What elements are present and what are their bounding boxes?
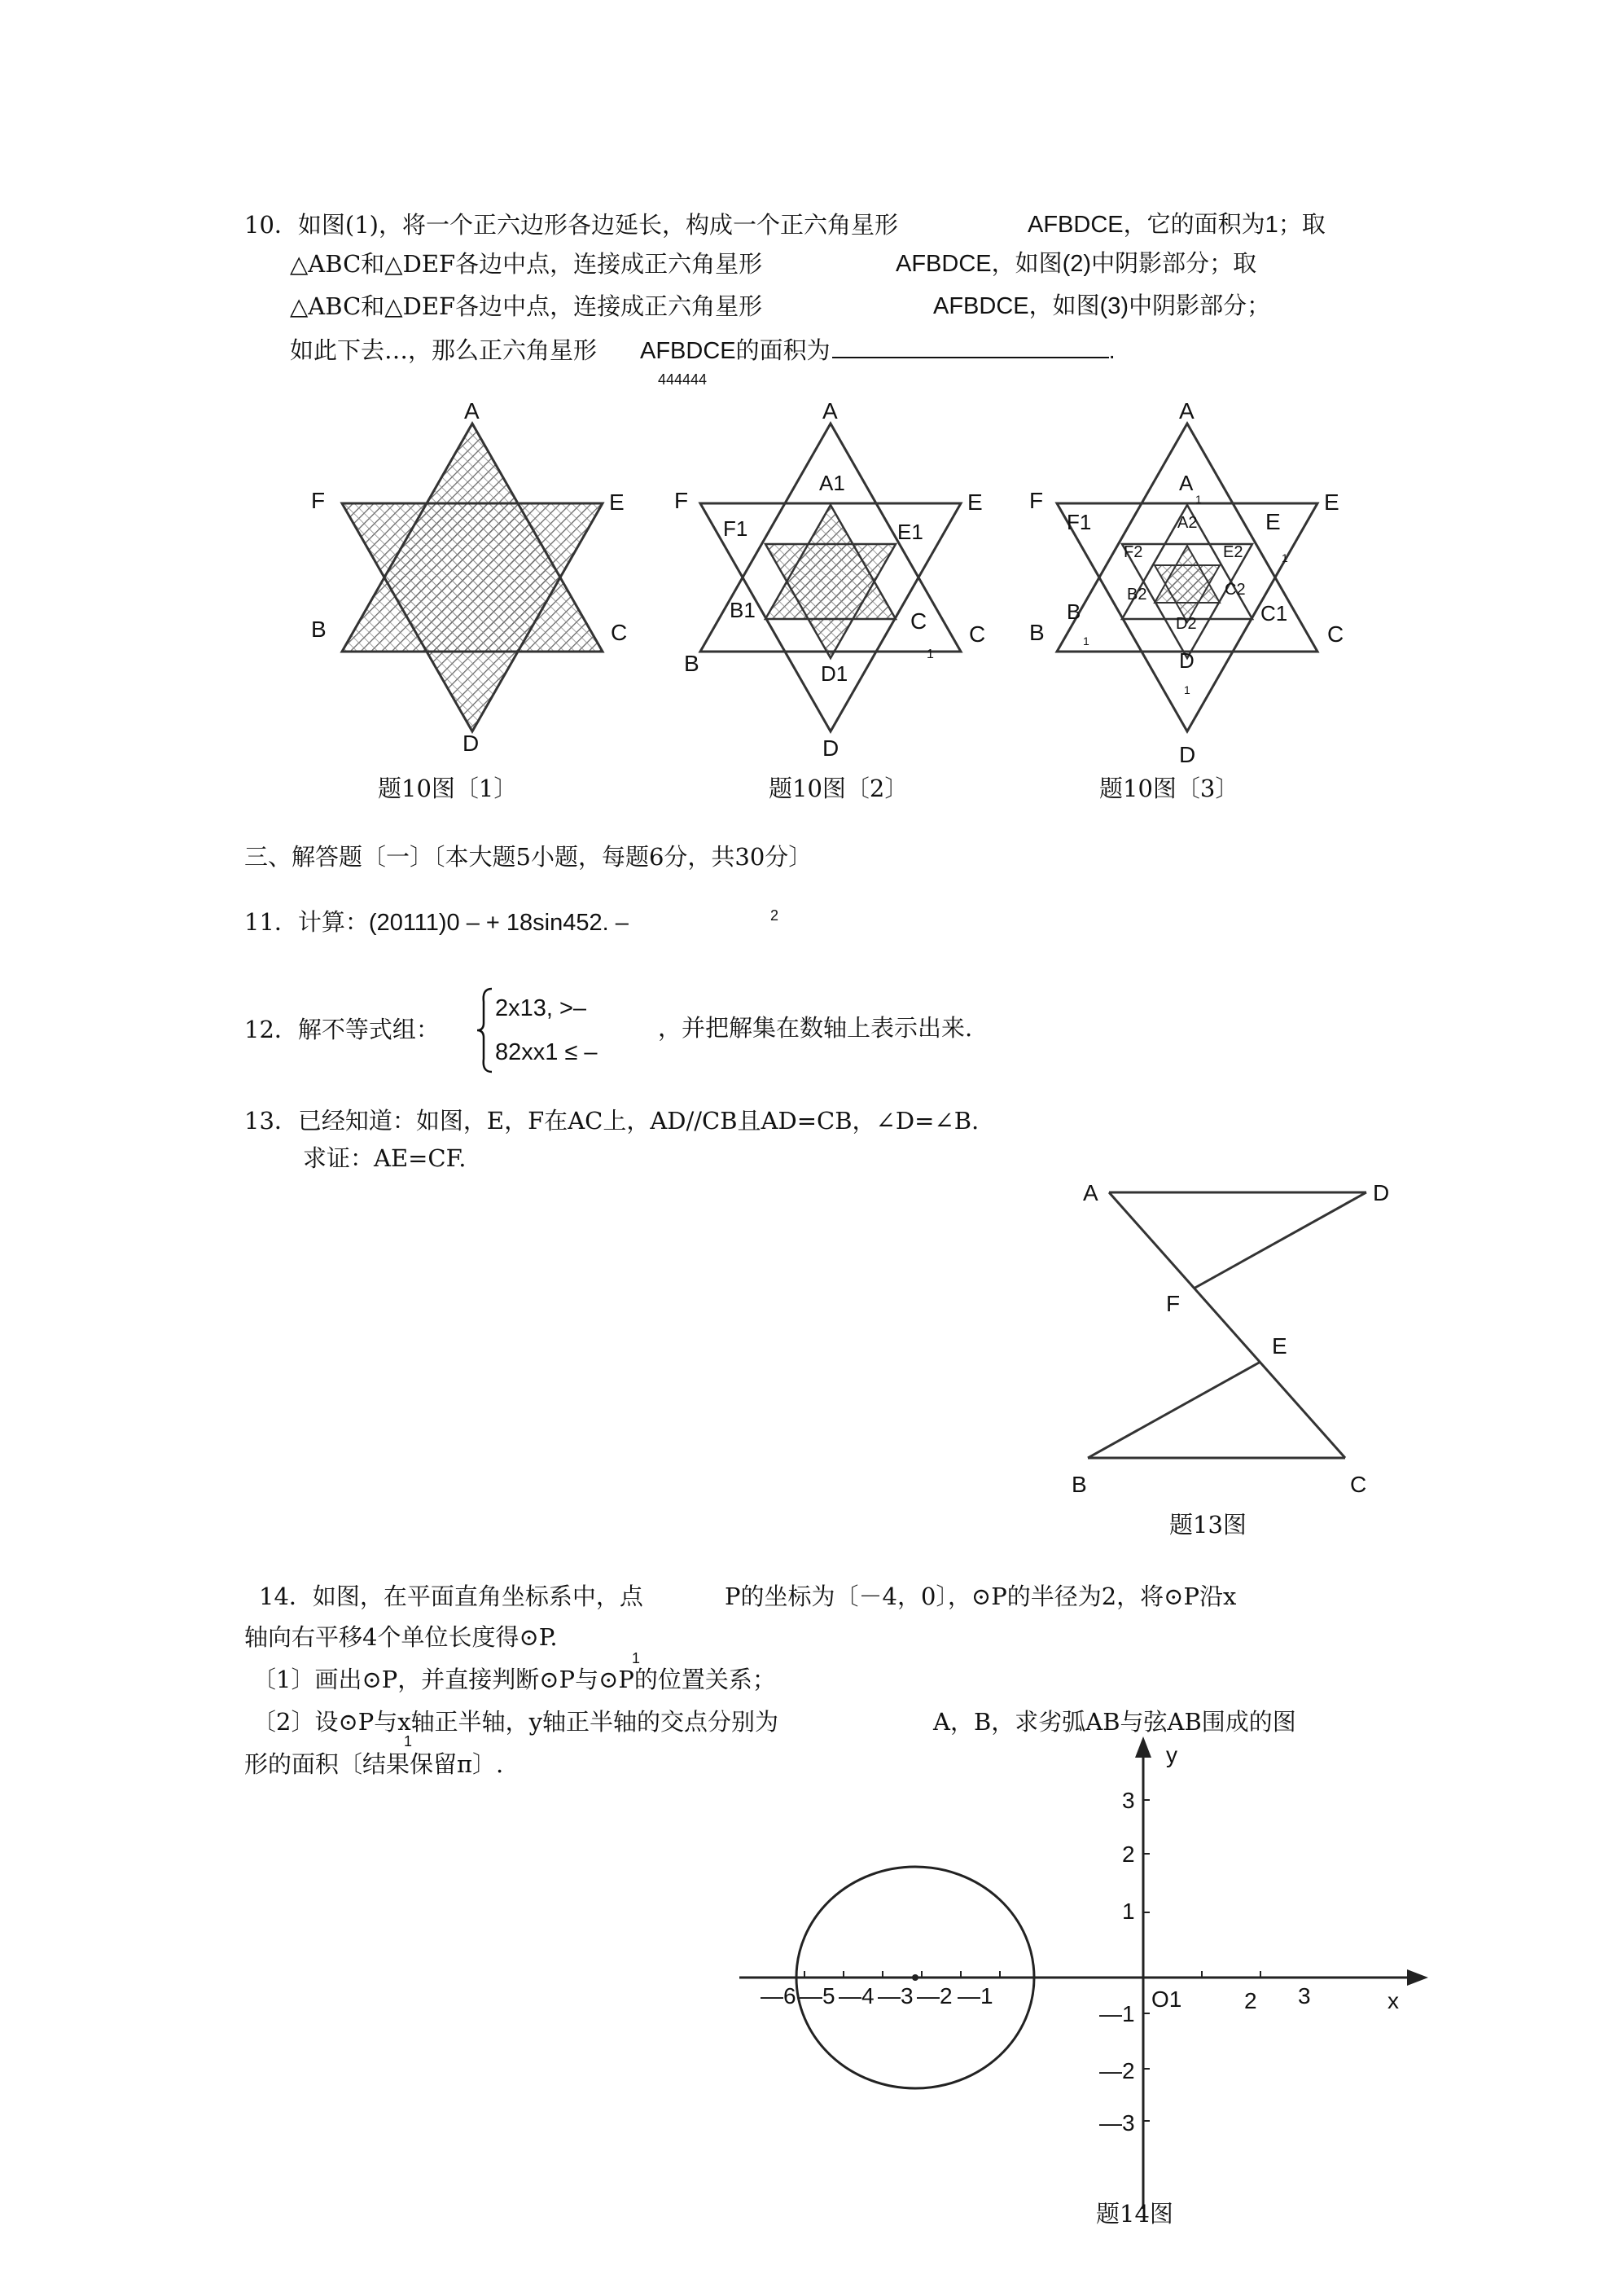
q10-star-name: AFBDCE的面积为 xyxy=(640,338,831,364)
q10-answer-blank[interactable] xyxy=(832,336,1109,358)
q10-line1-b: AFBDCE，它的面积为1；取 xyxy=(1028,212,1326,238)
q13-line1: 13．已经知道：如图，E，F在AC上，AD//CB且AD=CB，∠D=∠B. xyxy=(244,1107,980,1135)
f2-label-A: A xyxy=(822,399,838,424)
f2-label-D: D xyxy=(822,735,839,761)
y-tick-label: —3 xyxy=(1099,2110,1135,2136)
q14-line2: 轴向右平移4个单位长度得⊙P. xyxy=(244,1623,558,1651)
f3-label-D1: D xyxy=(1179,648,1195,673)
f1-label-E: E xyxy=(609,489,625,515)
x-tick-label: —4 xyxy=(839,1983,875,2008)
f3-label-A: A xyxy=(1179,399,1195,424)
q14-line5: 形的面积〔结果保留π〕. xyxy=(244,1750,504,1778)
y-tick-label: 3 xyxy=(1122,1788,1135,1813)
f3-caption: 题10图〔3〕 xyxy=(1099,775,1239,802)
q12-brace xyxy=(476,986,495,1075)
f2-caption: 题10图〔2〕 xyxy=(769,775,909,802)
f2-label-C1-sub: 1 xyxy=(927,648,934,661)
q10-line4-b xyxy=(640,336,1116,366)
f13-label-B: B xyxy=(1072,1472,1087,1497)
f13-label-C: C xyxy=(1350,1472,1367,1497)
q11-label: 11．计算： xyxy=(244,908,369,936)
q12-inequality-2: 82xx1 ≤ – xyxy=(495,1039,598,1065)
q10-line3-b: AFBDCE，如图(3)中阴影部分； xyxy=(933,293,1271,319)
f3-label-C: C xyxy=(1327,621,1344,647)
x-tick-label: —3 xyxy=(878,1983,914,2008)
f1-label-D: D xyxy=(462,731,480,756)
f1-label-B: B xyxy=(311,617,327,642)
f3-label-A2: A2 xyxy=(1177,514,1198,532)
x-tick-label: —6 xyxy=(761,1983,796,2008)
f3-label-B2: B2 xyxy=(1127,586,1147,604)
y-tick-label: 2 xyxy=(1122,1842,1135,1867)
x-tick-label: —2 xyxy=(917,1983,953,2008)
q14-sub-1b: 1 xyxy=(404,1733,413,1749)
f13-caption: 题13图 xyxy=(1169,1511,1247,1539)
x-tick-label: 2 xyxy=(1244,1988,1257,2013)
f3-label-E1-sub: 1 xyxy=(1282,551,1288,564)
f13-label-F: F xyxy=(1166,1291,1181,1316)
f3-label-D: D xyxy=(1179,742,1196,767)
f13-label-D: D xyxy=(1373,1180,1390,1205)
y-axis-arrow xyxy=(1135,1736,1151,1758)
figure-14-coordinate-plane xyxy=(733,1727,1433,2215)
f3-label-A1: A xyxy=(1179,471,1194,495)
y-tick-label: —2 xyxy=(1099,2058,1135,2083)
origin-label: O1 xyxy=(1151,1987,1182,2012)
f3-label-B1: B xyxy=(1067,599,1081,624)
center-P-dot xyxy=(912,1974,918,1981)
f3-label-C2: C2 xyxy=(1225,581,1246,599)
f3-label-D2: D2 xyxy=(1176,615,1197,633)
f2-label-A1: A1 xyxy=(819,471,845,495)
q14-line1-a: 14．如图，在平面直角坐标系中，点 xyxy=(259,1583,643,1610)
figure-13 xyxy=(1059,1173,1401,1515)
f13-label-A: A xyxy=(1083,1180,1098,1205)
f3-label-A1-sub: 1 xyxy=(1195,493,1202,506)
f13-label-E: E xyxy=(1272,1333,1287,1359)
q14-line1-b: P的坐标为〔－4，0〕，⊙P的半径为2，将⊙P沿x xyxy=(725,1583,1237,1610)
figure-10-1 xyxy=(301,399,643,782)
f3-label-E: E xyxy=(1324,489,1339,515)
f2-label-F: F xyxy=(674,488,689,513)
f1-label-C: C xyxy=(611,620,628,645)
q10-line1-a: 10．如图(1)，将一个正六边形各边延长，构成一个正六角星形 xyxy=(244,211,898,239)
f3-label-F1: F1 xyxy=(1067,510,1092,534)
y-tick-label: —1 xyxy=(1099,2001,1135,2026)
f2-label-F1: F1 xyxy=(723,516,748,541)
q10-line4-a: 如此下去…，那么正六角星形 xyxy=(290,336,598,364)
q10-period: . xyxy=(1108,338,1116,364)
q12-tail: ，并把解集在数轴上表示出来. xyxy=(658,1014,973,1042)
q14-line4-b: A，B，求劣弧AB与弦AB围成的图 xyxy=(933,1708,1296,1736)
f2-label-D1: D1 xyxy=(821,661,848,686)
figure-10-2 xyxy=(660,399,1002,782)
x-tick-label: —1 xyxy=(958,1983,993,2008)
f1-caption: 题10图〔1〕 xyxy=(378,775,518,802)
f3-label-B1-sub: 1 xyxy=(1083,634,1089,648)
q10-subscript-444444: 444444 xyxy=(658,371,708,388)
q10-line2-b: AFBDCE，如图(2)中阴影部分；取 xyxy=(896,251,1257,277)
section-3-heading: 三、解答题〔一〕〔本大题5小题，每题6分，共30分〕 xyxy=(244,843,813,871)
f3-label-F: F xyxy=(1029,488,1044,513)
f3-label-C1: C1 xyxy=(1260,601,1288,626)
f2-label-C1: C xyxy=(910,608,927,634)
q10-line3-a: △ABC和△DEF各边中点，连接成正六角星形 xyxy=(290,292,763,320)
f2-label-E: E xyxy=(967,489,983,515)
f3-label-F2: F2 xyxy=(1124,543,1143,561)
f2-label-B: B xyxy=(684,651,699,676)
segment-DF xyxy=(1194,1192,1366,1288)
q14-line3: 〔1〕画出⊙P，并直接判断⊙P与⊙P的位置关系； xyxy=(252,1666,776,1693)
x-axis-label: x xyxy=(1387,1988,1399,2013)
f2-label-C: C xyxy=(969,621,986,647)
f2-label-B1: B1 xyxy=(730,598,756,622)
x-tick-label: 3 xyxy=(1298,1983,1311,2008)
q14-sub-1a: 1 xyxy=(632,1650,641,1666)
y-axis-label: y xyxy=(1166,1742,1177,1767)
q11-superscript: 2 xyxy=(770,907,779,924)
q12-label: 12．解不等式组： xyxy=(244,1016,440,1043)
q11 xyxy=(244,907,629,937)
x-axis-arrow xyxy=(1407,1969,1428,1986)
f3-label-E1: E xyxy=(1265,509,1281,534)
q10-line2-a: △ABC和△DEF各边中点，连接成正六角星形 xyxy=(290,250,763,278)
x-tick-label: —5 xyxy=(800,1983,835,2008)
f1-label-F: F xyxy=(311,488,326,513)
f3-label-D1-sub: 1 xyxy=(1184,683,1190,696)
y-tick-label: 1 xyxy=(1122,1899,1135,1924)
q14-line4-a: 〔2〕设⊙P与x轴正半轴，y轴正半轴的交点分别为 xyxy=(252,1708,779,1736)
q11-expression: (20111)0 – + 18sin452. – xyxy=(368,910,629,936)
q13-line2: 求证：AE=CF. xyxy=(303,1144,467,1172)
f1-label-A: A xyxy=(464,399,480,424)
figure-10-3 xyxy=(1016,399,1358,782)
f3-label-E2: E2 xyxy=(1223,543,1243,561)
f3-label-B: B xyxy=(1029,620,1045,645)
q12-inequality-1: 2x13, >– xyxy=(495,995,587,1021)
f14-caption: 题14图 xyxy=(1096,2200,1173,2228)
f2-label-E1: E1 xyxy=(897,520,923,544)
segment-AC xyxy=(1109,1192,1345,1458)
segment-BE xyxy=(1088,1362,1260,1458)
